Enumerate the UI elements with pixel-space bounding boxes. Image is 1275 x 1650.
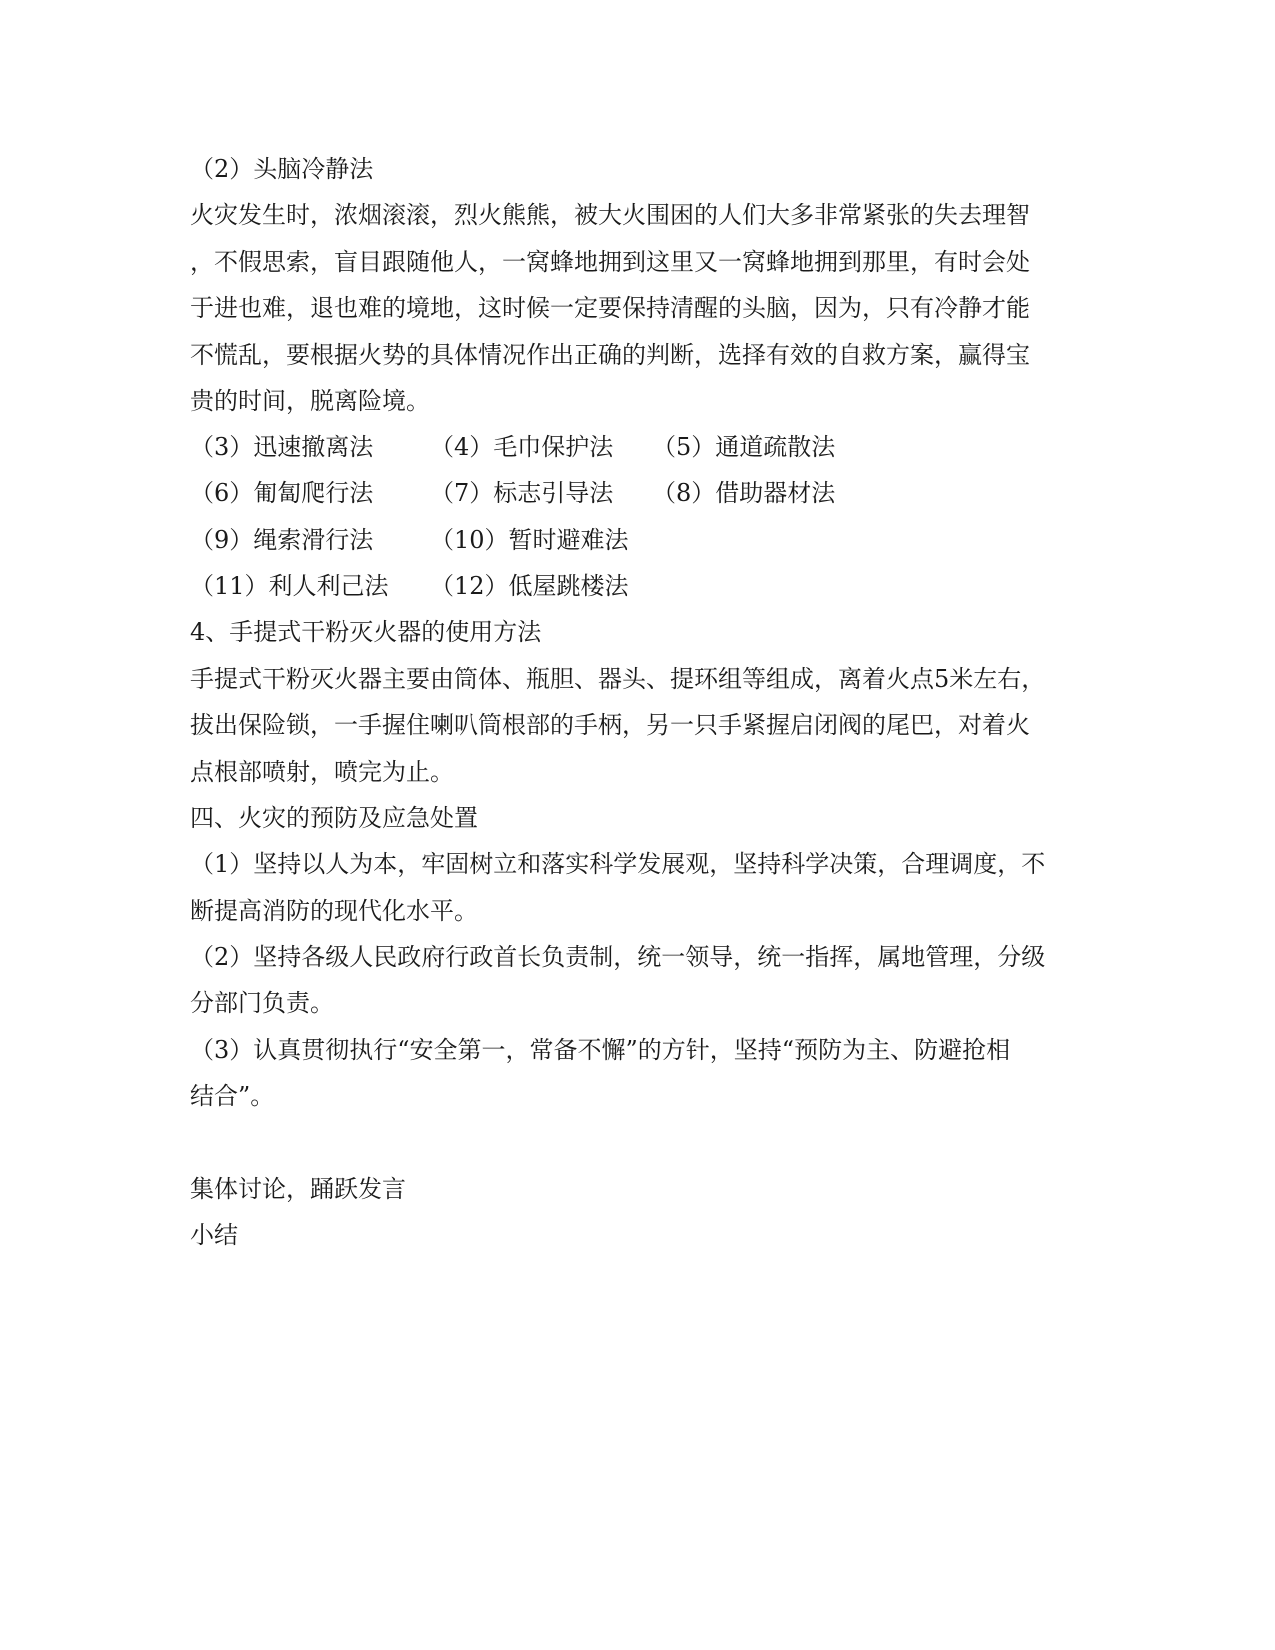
paragraph-line: 点根部喷射，喷完为止。 <box>190 758 454 786</box>
method-item: （9）绳索滑行法 <box>190 526 374 554</box>
paragraph-line: 于进也难，退也难的境地，这时候一定要保持清醒的头脑，因为，只有冷静才能 <box>190 294 1030 322</box>
methods-row <box>190 571 990 601</box>
heading-extinguisher: 4、手提式干粉灭火器的使用方法 <box>190 618 542 646</box>
prevention-item-line: （2）坚持各级人民政府行政首长负责制，统一领导，统一指挥，属地管理，分级 <box>190 943 1046 971</box>
method-item: （12）低屋跳楼法 <box>430 572 629 600</box>
heading-prevention: 四、火灾的预防及应急处置 <box>190 804 478 832</box>
prevention-item-line: 断提高消防的现代化水平。 <box>190 897 478 925</box>
paragraph-line: 拔出保险锁，一手握住喇叭筒根部的手柄，另一只手紧握启闭阀的尾巴，对着火 <box>190 711 1030 739</box>
methods-row <box>190 525 990 555</box>
paragraph-line: 火灾发生时，浓烟滚滚，烈火熊熊，被大火围困的人们大多非常紧张的失去理智 <box>190 201 1030 229</box>
paragraph-line: ，不假思索，盲目跟随他人，一窝蜂地拥到这里又一窝蜂地拥到那里，有时会处 <box>190 248 1030 276</box>
prevention-item-line: （3）认真贯彻执行“安全第一，常备不懈”的方针，坚持“预防为主、防避抢相 <box>190 1036 1011 1064</box>
methods-row <box>190 432 990 462</box>
discussion-line: 集体讨论，踊跃发言 <box>190 1175 406 1203</box>
method-item: （11）利人利己法 <box>190 572 389 600</box>
method-item: （3）迅速撤离法 <box>190 433 374 461</box>
methods-row <box>190 478 990 508</box>
method-item: （10）暂时避难法 <box>430 526 629 554</box>
paragraph-line: 不慌乱，要根据火势的具体情况作出正确的判断，选择有效的自救方案，赢得宝 <box>190 341 1030 369</box>
method-item: （7）标志引导法 <box>430 479 614 507</box>
prevention-item-line: （1）坚持以人为本，牢固树立和落实科学发展观，坚持科学决策，合理调度，不 <box>190 850 1046 878</box>
method-item: （6）匍匐爬行法 <box>190 479 374 507</box>
summary-line: 小结 <box>190 1221 238 1249</box>
method-item: （8）借助器材法 <box>652 479 836 507</box>
heading-calm-method: （2）头脑冷静法 <box>190 155 374 183</box>
prevention-item-line: 分部门负责。 <box>190 989 334 1017</box>
paragraph-line: 手提式干粉灭火器主要由筒体、瓶胆、器头、提环组等组成，离着火点5米左右， <box>190 665 1046 693</box>
paragraph-line: 贵的时间，脱离险境。 <box>190 387 430 415</box>
method-item: （5）通道疏散法 <box>652 433 836 461</box>
method-item: （4）毛巾保护法 <box>430 433 614 461</box>
prevention-item-line: 结合”。 <box>190 1082 275 1110</box>
